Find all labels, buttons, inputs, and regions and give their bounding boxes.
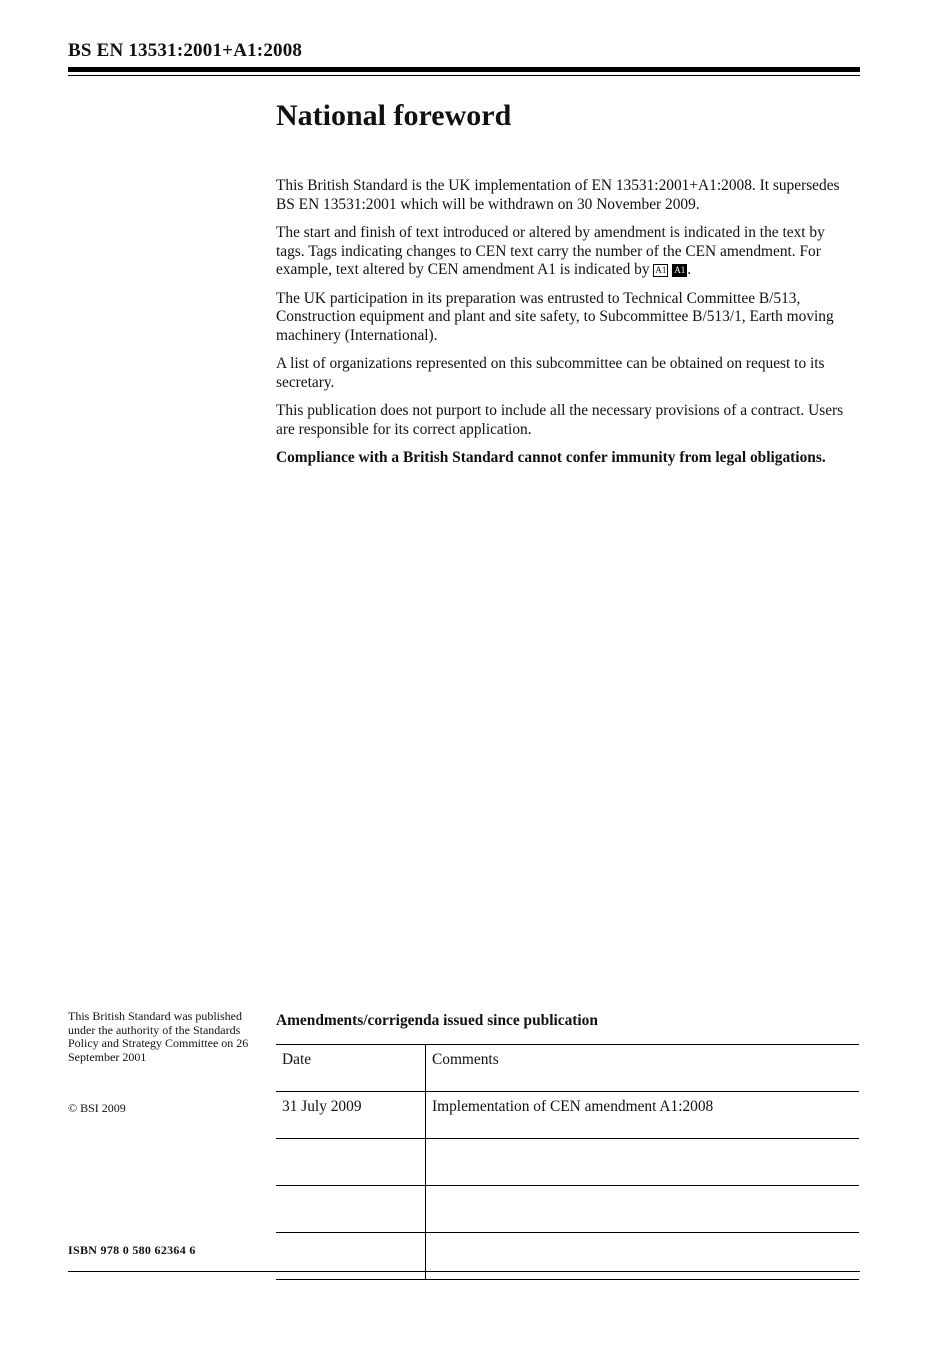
- paragraph-committee: The UK participation in its preparation was entrusted to Technical Committee B/513, Construction equipment and plant and site safety, to Subcommittee B/513/1, Earth moving machinery (International).: [276, 289, 834, 344]
- paragraph-implementation: This British Standard is the UK implementation of EN 13531:2001+A1:2008. It supersedes BS EN 13531:2001 which will be withdrawn on 30 November 2009.: [276, 177, 840, 213]
- amendment-comment-cell: [426, 1233, 860, 1280]
- amendment-date-cell: [276, 1233, 426, 1280]
- amendment-end-tag-icon: A1: [674, 265, 686, 275]
- header-rule-thick: [68, 67, 860, 72]
- amendments-heading: Amendments/corrigenda issued since publication: [276, 1012, 598, 1029]
- amendment-start-tag-icon: A1: [655, 265, 667, 275]
- amendment-comment-cell: [426, 1139, 860, 1186]
- table-row: [276, 1186, 859, 1233]
- page-title: National foreword: [276, 99, 512, 132]
- paragraph-provisions: This publication does not purport to include all the necessary provisions of a contract. Users are responsible for its correct application.: [276, 402, 844, 438]
- foreword-body: [276, 177, 856, 478]
- table-row: [276, 1139, 859, 1186]
- copyright-notice: © BSI 2009: [68, 1101, 126, 1115]
- paragraph-compliance: Compliance with a British Standard cannot confer immunity from legal obligations.: [276, 449, 826, 466]
- document-id: BS EN 13531:2001+A1:2008: [68, 40, 303, 61]
- amendment-comment-cell: [426, 1186, 860, 1233]
- footer-rule: [68, 1271, 860, 1272]
- paragraph-amendment-tags-text: The start and finish of text introduced or altered by amendment is indicated in the text by tags. Tags indicating changes to CEN text carry the number of the CEN amendment. For example, text altered by CEN amendment A1 is indicated by: [276, 224, 825, 278]
- amendment-date-cell: [276, 1186, 426, 1233]
- amendment-date-cell: [276, 1139, 426, 1186]
- amendments-table: [276, 1044, 859, 1280]
- paragraph-amendment-tags: [276, 224, 856, 280]
- publication-authority-note: This British Standard was published under the authority of the Standards Policy and Strategy Committee on 26 September 2001: [68, 1009, 249, 1064]
- table-header-row: [276, 1045, 859, 1092]
- column-header-date: Date: [276, 1045, 426, 1092]
- table-row: [276, 1092, 859, 1139]
- header-rule-thin: [68, 75, 860, 76]
- paragraph-organizations: A list of organizations represented on this subcommittee can be obtained on request to its secretary.: [276, 355, 825, 391]
- paragraph-amendment-tags-end: .: [687, 261, 692, 278]
- amendment-date-cell: 31 July 2009: [276, 1092, 426, 1139]
- table-row: [276, 1233, 859, 1280]
- column-header-comments: Comments: [426, 1045, 860, 1092]
- amendment-comment-cell: Implementation of CEN amendment A1:2008: [426, 1092, 860, 1139]
- isbn-number: ISBN 978 0 580 62364 6: [68, 1243, 196, 1257]
